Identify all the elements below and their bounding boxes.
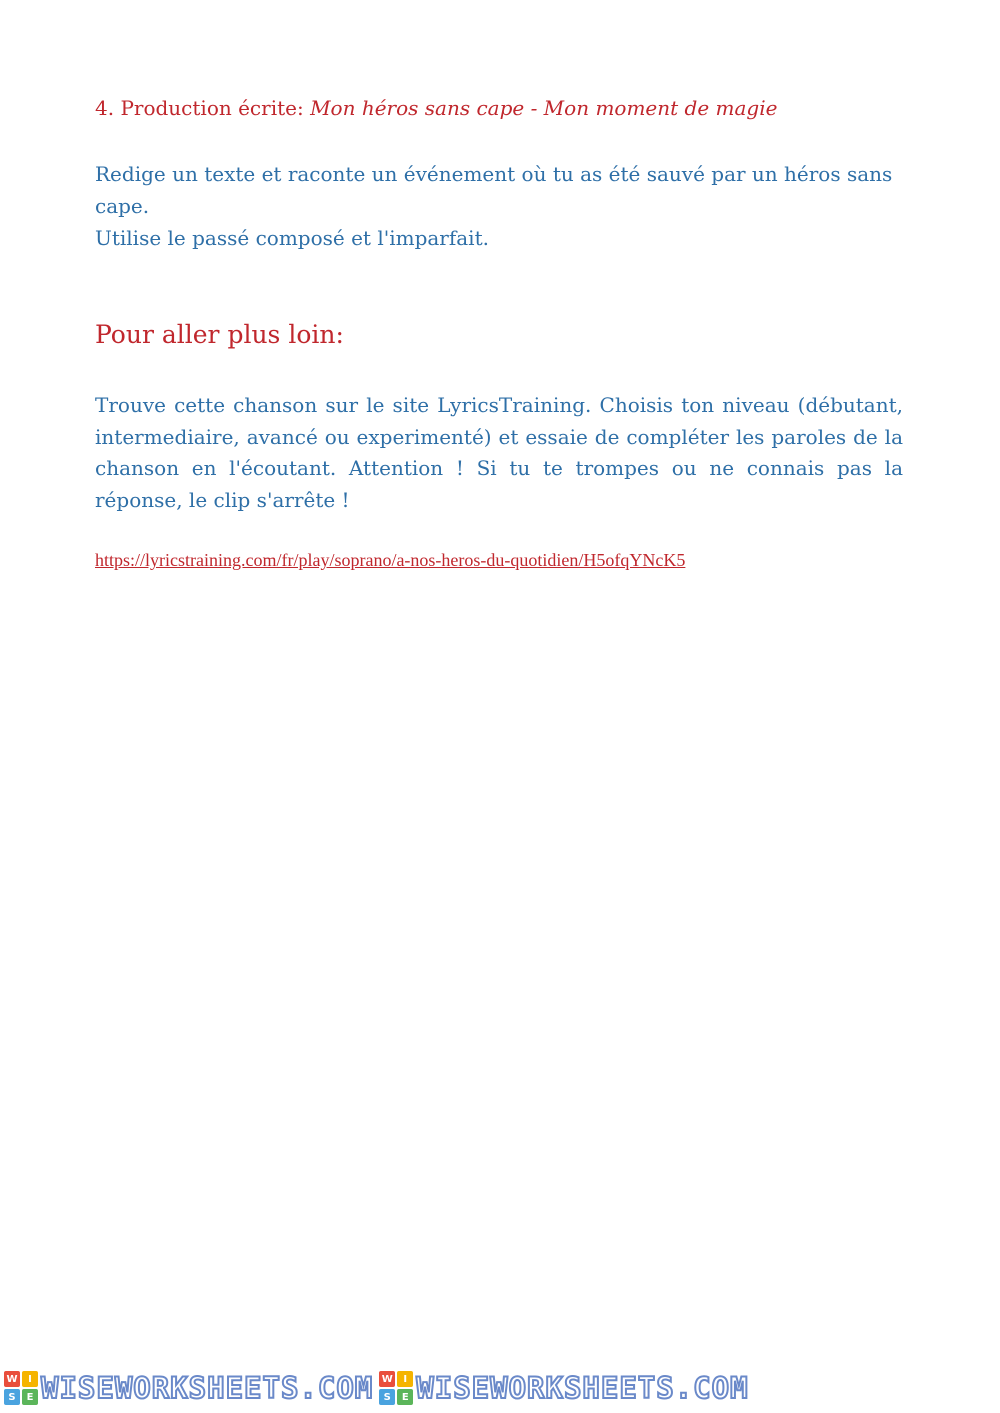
watermark-text-1: WISEWORKSHEETS.COM: [41, 1371, 374, 1405]
further-paragraph: Trouve cette chanson sur le site LyricsTraining. Choisis ton niveau (débutant, intermediaire, avancé ou experimenté) et essaie de compléter les paroles de la chanson en l'écoutant. Attention ! Si tu te trompes ou ne connais pas la réponse, le clip s'arrête !: [95, 393, 903, 512]
section-4-title: Mon héros sans cape - Mon moment de magie: [310, 96, 778, 120]
lyricstraining-link[interactable]: https://lyricstraining.com/fr/play/soprano/a-nos-heros-du-quotidien/H5ofqYNcK5: [95, 550, 686, 570]
instruction-line-2: Utilise le passé composé et l'imparfait.: [95, 226, 489, 250]
logo-letter-w: W: [4, 1371, 20, 1387]
logo-letter-w: W: [379, 1371, 395, 1387]
section-4-heading: [95, 96, 777, 120]
instruction-line-1: Redige un texte et raconte un événement où tu as été sauvé par un héros sans cape.: [95, 162, 893, 218]
logo-letter-e: E: [22, 1389, 38, 1405]
watermark-1: [4, 1371, 373, 1405]
further-section-title: Pour aller plus loin:: [95, 320, 344, 349]
section-4-label: 4. Production écrite:: [95, 96, 311, 120]
watermark-text-2: WISEWORKSHEETS.COM: [416, 1371, 749, 1405]
wiseworksheets-logo-icon: [379, 1371, 413, 1405]
logo-letter-i: I: [397, 1371, 413, 1387]
wiseworksheets-logo-icon: [4, 1371, 38, 1405]
watermark-2: [379, 1371, 748, 1405]
logo-letter-s: S: [379, 1389, 395, 1405]
watermark-footer: [0, 1363, 1000, 1413]
logo-letter-s: S: [4, 1389, 20, 1405]
logo-letter-i: I: [22, 1371, 38, 1387]
writing-instructions: [95, 158, 895, 254]
logo-letter-e: E: [397, 1389, 413, 1405]
